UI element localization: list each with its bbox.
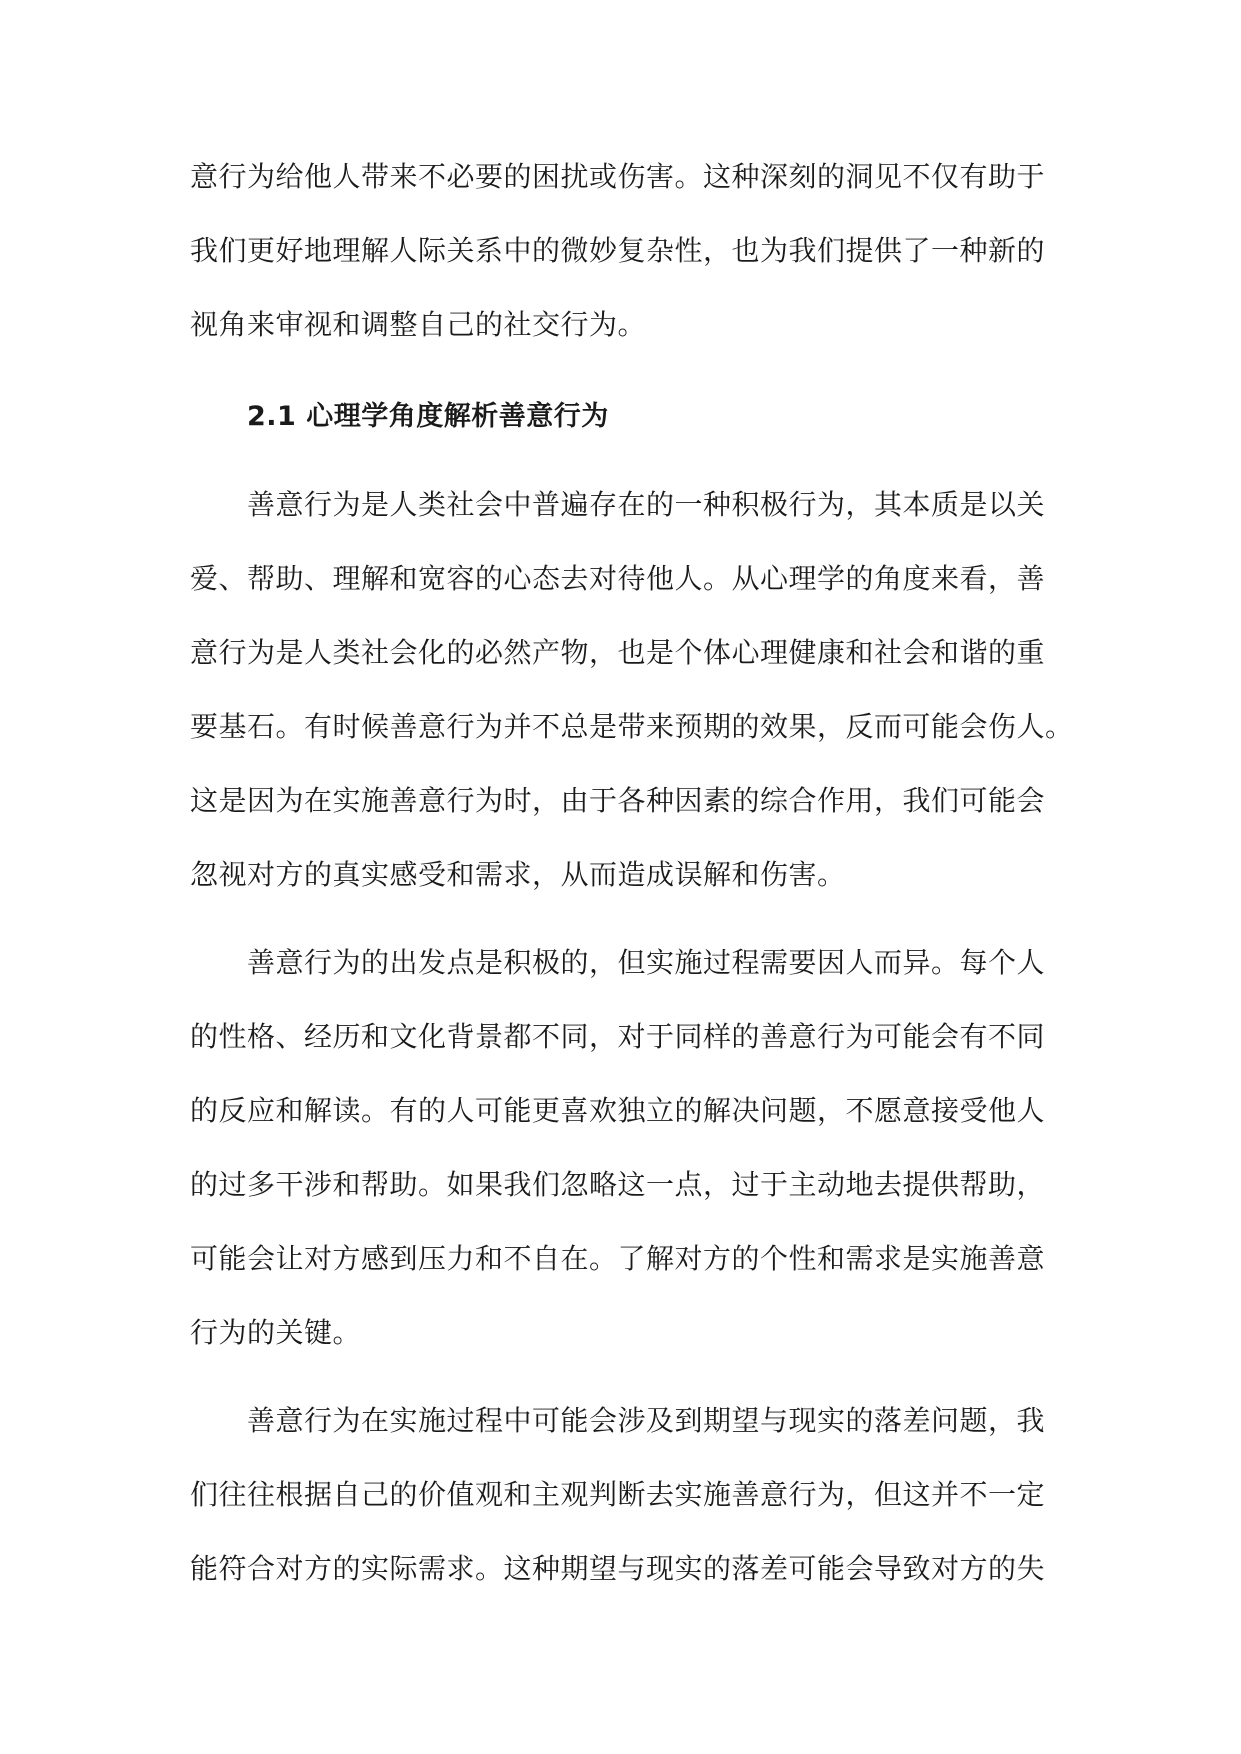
section-heading: 2.1 心理学角度解析善意行为	[247, 401, 609, 432]
text-line: 爱、帮助、理解和宽容的心态去对待他人。从心理学的角度来看，善	[190, 562, 1046, 595]
text-line: 忽视对方的真实感受和需求，从而造成误解和伤害。	[190, 858, 846, 891]
text-line: 我们更好地理解人际关系中的微妙复杂性，也为我们提供了一种新的	[190, 234, 1046, 267]
text-line: 可能会让对方感到压力和不自在。了解对方的个性和需求是实施善意	[190, 1242, 1046, 1275]
text-line: 善意行为是人类社会中普遍存在的一种积极行为，其本质是以关	[247, 488, 1046, 521]
text-line: 们往往根据自己的价值观和主观判断去实施善意行为，但这并不一定	[190, 1478, 1046, 1511]
text-line: 善意行为的出发点是积极的，但实施过程需要因人而异。每个人	[247, 946, 1046, 979]
text-line: 能符合对方的实际需求。这种期望与现实的落差可能会导致对方的失	[190, 1552, 1046, 1585]
paragraph-3	[190, 1384, 1052, 1606]
paragraph-2	[190, 926, 1052, 1370]
text-line: 意行为给他人带来不必要的困扰或伤害。这种深刻的洞见不仅有助于	[190, 160, 1046, 193]
text-line: 的反应和解读。有的人可能更喜欢独立的解决问题，不愿意接受他人	[190, 1094, 1046, 1127]
text-line: 意行为是人类社会化的必然产物，也是个体心理健康和社会和谐的重	[190, 636, 1046, 669]
text-line: 视角来审视和调整自己的社交行为。	[190, 308, 647, 341]
text-line: 要基石。有时候善意行为并不总是带来预期的效果，反而可能会伤人。	[190, 710, 1074, 743]
text-line: 行为的关键。	[190, 1316, 362, 1349]
text-line: 的性格、经历和文化背景都不同，对于同样的善意行为可能会有不同	[190, 1020, 1046, 1053]
text-line: 善意行为在实施过程中可能会涉及到期望与现实的落差问题，我	[247, 1404, 1046, 1437]
page-content	[190, 140, 1074, 1606]
intro-paragraph	[190, 140, 1052, 362]
text-line: 的过多干涉和帮助。如果我们忽略这一点，过于主动地去提供帮助，	[190, 1168, 1046, 1201]
text-line: 这是因为在实施善意行为时，由于各种因素的综合作用，我们可能会	[190, 784, 1046, 817]
paragraph-1	[190, 468, 1074, 912]
